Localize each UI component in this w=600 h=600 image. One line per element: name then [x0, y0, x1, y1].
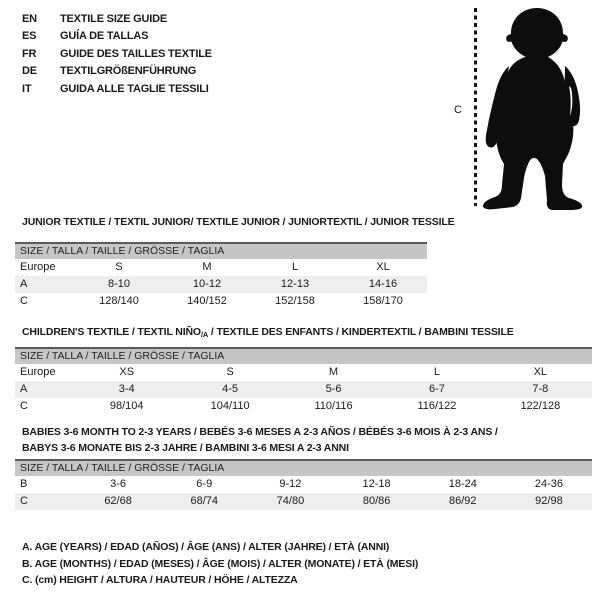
table-cell: 24-36 [534, 478, 564, 490]
row-label: A [20, 383, 28, 395]
row-label: Europe [20, 261, 56, 273]
language-row [22, 63, 212, 81]
language-row [22, 10, 212, 28]
table-cell: 10-12 [192, 278, 222, 290]
babies-table-section [15, 424, 592, 510]
row-label: Europe [20, 366, 56, 378]
table-cell: 3-4 [118, 383, 135, 395]
row-label: C [20, 295, 28, 307]
language-title: GUIDE DES TAILLES TEXTILE [60, 47, 212, 60]
table-cell: 6-7 [428, 383, 445, 395]
language-code: DE [22, 65, 37, 78]
table-row-europe [15, 259, 427, 276]
table-cell: 80/86 [362, 495, 391, 507]
language-code: EN [22, 12, 37, 25]
table-cell: 6-9 [196, 478, 213, 490]
language-title: GUÍA DE TALLAS [60, 30, 149, 43]
table-cell: 12-18 [362, 478, 391, 490]
table-title-line [22, 216, 455, 229]
row-label: A [20, 278, 28, 290]
table-cell: 12-13 [280, 278, 310, 290]
table-cell: 128/140 [99, 295, 139, 307]
children-table-section [15, 326, 592, 415]
table-cell: L [433, 366, 440, 378]
table-row-c [15, 493, 592, 510]
language-code: FR [22, 47, 37, 60]
children-size-header-bar: SIZE / TALLA / TAILLE / GRÖSSE / TAGLIA [15, 347, 592, 364]
title-text: CHILDREN'S TEXTILE / TEXTIL NIÑO [22, 326, 201, 338]
footnote-line: A. AGE (YEARS) / EDAD (AÑOS) / ÂGE (ANS) / ALTER (JAHRE) / ETÀ (ANNI) [22, 541, 390, 553]
table-title-line [22, 440, 592, 456]
table-cell: XL [376, 261, 390, 273]
title-text: BABIES 3-6 MONTH TO 2-3 YEARS / BEBÉS 3-6 MESES A 2-3 AÑOS / BÉBÉS 3-6 MOIS À 2-3 ANS / [22, 426, 498, 438]
language-row [22, 45, 212, 63]
table-cell: 152/158 [275, 295, 315, 307]
table-cell: 14-16 [368, 278, 398, 290]
table-cell: S [115, 261, 123, 273]
table-cell: 3-6 [110, 478, 127, 490]
row-label: C [20, 400, 28, 412]
table-cell: 116/122 [417, 400, 457, 412]
table-row-a [15, 276, 427, 293]
children-table-title [22, 326, 592, 341]
children-table [15, 347, 592, 415]
table-cell: 9-12 [279, 478, 302, 490]
children-table-body [15, 364, 592, 415]
table-cell: XL [533, 366, 548, 378]
toddler-silhouette-icon [481, 6, 593, 212]
table-title-line [22, 424, 592, 440]
language-title: TEXTILGRÖßENFÜHRUNG [60, 65, 197, 78]
table-cell: XS [119, 366, 135, 378]
footnotes [22, 539, 418, 589]
table-row-c [15, 398, 592, 415]
table-row-c [15, 293, 427, 310]
language-title: GUIDA ALLE TAGLIE TESSILI [60, 82, 209, 95]
junior-table-body [15, 259, 427, 310]
table-cell: S [226, 366, 234, 378]
language-row [22, 80, 212, 98]
language-code: ES [22, 30, 37, 43]
table-cell: 18-24 [448, 478, 477, 490]
row-label: B [20, 478, 28, 490]
table-cell: 158/170 [363, 295, 403, 307]
language-list [22, 10, 212, 98]
language-title: TEXTILE SIZE GUIDE [60, 12, 168, 25]
table-cell: 74/80 [276, 495, 305, 507]
table-cell: 4-5 [222, 383, 239, 395]
junior-table-title [22, 216, 455, 229]
table-cell: 8-10 [107, 278, 131, 290]
row-label: C [20, 495, 28, 507]
table-cell: 98/104 [109, 400, 144, 412]
table-row-a [15, 381, 592, 398]
table-cell: 62/68 [104, 495, 132, 507]
table-cell: L [291, 261, 299, 273]
title-subscript: /A [200, 330, 209, 339]
footnote-line: C. (cm) HEIGHT / ALTURA / HAUTEUR / HÖHE / ALTEZZA [22, 574, 298, 586]
table-cell: M [328, 366, 339, 378]
table-cell: 68/74 [190, 495, 219, 507]
table-cell: 122/128 [520, 400, 561, 412]
babies-size-header-bar: SIZE / TALLA / TAILLE / GRÖSSE / TAGLIA [15, 459, 592, 476]
measure-figure [440, 0, 600, 220]
figure-measure-label: C [454, 104, 462, 116]
babies-table-body [15, 476, 592, 510]
height-measure-dashed-line [474, 8, 477, 206]
language-row [22, 28, 212, 46]
table-title-line [22, 326, 592, 341]
table-cell: 140/152 [187, 295, 227, 307]
table-cell: 86/92 [449, 495, 477, 507]
babies-table [15, 459, 592, 510]
junior-size-header-bar: SIZE / TALLA / TAILLE / GRÖSSE / TAGLIA [15, 242, 427, 259]
title-text: JUNIOR TEXTILE / TEXTIL JUNIOR/ TEXTILE JUNIOR / JUNIORTEXTIL / JUNIOR TESSILE [22, 216, 455, 228]
junior-table-section [15, 216, 455, 310]
table-cell: 110/116 [314, 400, 353, 412]
table-cell: 5-6 [325, 383, 342, 395]
table-row-europe [15, 364, 592, 381]
title-text: BABYS 3-6 MONATE BIS 2-3 JAHRE / BAMBINI 3-6 MESI A 2-3 ANNI [22, 442, 349, 454]
table-row-b [15, 476, 592, 493]
junior-table [15, 242, 427, 310]
table-cell: 104/110 [210, 400, 250, 412]
title-text: / TEXTILE DES ENFANTS / KINDERTEXTIL / BAMBINI TESSILE [208, 326, 514, 338]
footnote-line: B. AGE (MONTHS) / EDAD (MESES) / ÂGE (MOIS) / ALTER (MONATE) / ETÀ (MESI) [22, 557, 419, 570]
table-cell: 7-8 [532, 383, 549, 395]
table-cell: M [202, 261, 212, 273]
table-cell: 92/98 [535, 495, 563, 507]
language-code: IT [22, 82, 32, 95]
babies-table-title [22, 424, 592, 456]
